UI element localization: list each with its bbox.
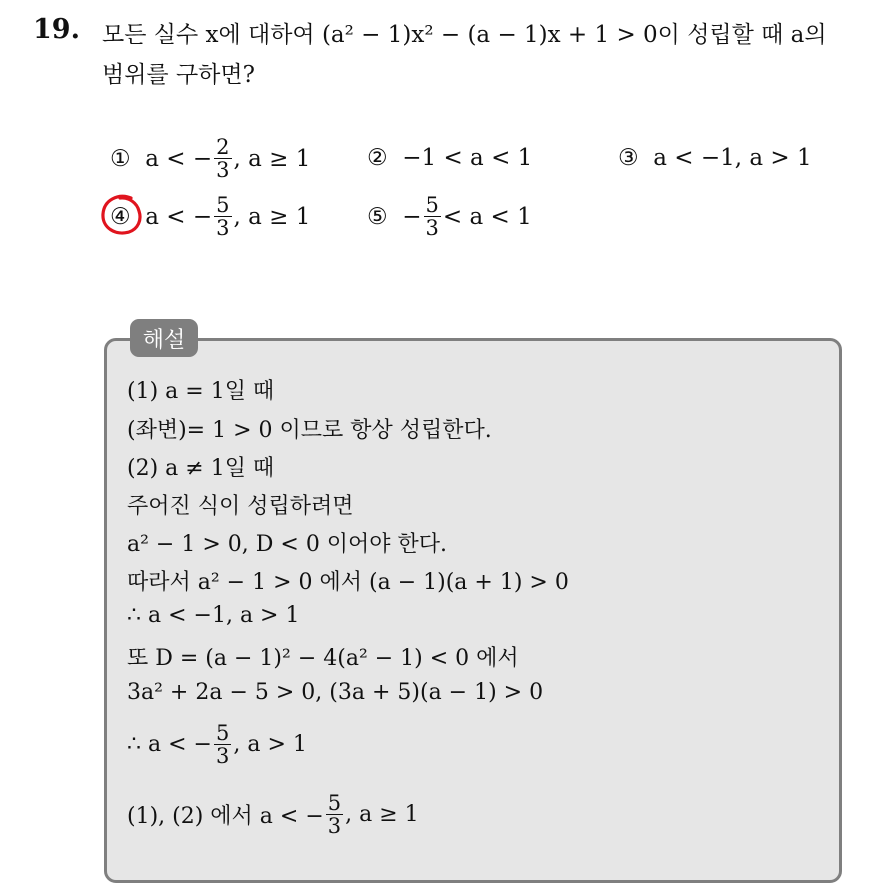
solution-line: 3a² + 2a − 5 > 0, (3a + 5)(a − 1) > 0 bbox=[127, 680, 544, 705]
option-1-marker: ① bbox=[110, 145, 131, 172]
question-text-line2: 범위를 구하면? bbox=[102, 62, 255, 88]
solution-label: 해설 bbox=[130, 319, 198, 357]
option-2-text: −1 < a < 1 bbox=[402, 145, 533, 171]
option-1-fraction: $\frac{2}{3}$ bbox=[216, 135, 230, 183]
option-5-marker: ⑤ bbox=[367, 203, 388, 230]
solution-line: ∴ a < −1, a > 1 bbox=[127, 603, 300, 628]
solution-line: (1) a = 1일 때 bbox=[127, 379, 275, 404]
option-4-tail: , a ≥ 1 bbox=[233, 203, 311, 230]
option-5-fraction: $\frac{5}{3}$ bbox=[425, 193, 439, 241]
solution-final-1-fraction: $\frac{5}{3}$ bbox=[215, 721, 230, 769]
option-1[interactable] bbox=[110, 136, 310, 181]
option-3-text: a < −1, a > 1 bbox=[653, 145, 812, 171]
option-4-fraction: $\frac{5}{3}$ bbox=[216, 193, 230, 241]
option-4-marker: ④ bbox=[110, 203, 131, 230]
option-5-text: − bbox=[402, 203, 422, 230]
solution-final-2-fraction: $\frac{5}{3}$ bbox=[327, 791, 342, 839]
option-2-marker: ② bbox=[367, 145, 388, 171]
solution-line: (2) a ≠ 1일 때 bbox=[127, 456, 275, 481]
answer-circle-mark bbox=[98, 192, 148, 238]
solution-final-2: (1), (2) 에서 a < − $\frac{5}{3}$ , a ≥ 1 bbox=[127, 791, 419, 839]
question-text-line1: 모든 실수 x에 대하여 (a² − 1)x² − (a − 1)x + 1 > 0이 성립할 때 a의 bbox=[102, 22, 827, 48]
solution-line: 주어진 식이 성립하려면 bbox=[127, 494, 354, 519]
option-1-tail: , a ≥ 1 bbox=[233, 145, 311, 172]
option-5[interactable] bbox=[367, 194, 532, 239]
solution-line: 또 D = (a − 1)² − 4(a² − 1) < 0 에서 bbox=[127, 646, 519, 671]
option-2[interactable] bbox=[367, 145, 532, 171]
option-1-text: a < − bbox=[145, 145, 213, 172]
solution-final-1: ∴ a < − $\frac{5}{3}$ , a > 1 bbox=[127, 721, 307, 769]
option-4-text: a < − bbox=[145, 203, 213, 230]
option-3[interactable] bbox=[618, 145, 812, 171]
option-3-marker: ③ bbox=[618, 145, 639, 171]
solution-line: (좌변)= 1 > 0 이므로 항상 성립한다. bbox=[127, 418, 492, 443]
solution-line: a² − 1 > 0, D < 0 이어야 한다. bbox=[127, 532, 448, 557]
solution-line: 따라서 a² − 1 > 0 에서 (a − 1)(a + 1) > 0 bbox=[127, 570, 569, 595]
question-number: 19. bbox=[33, 14, 80, 45]
option-5-tail: < a < 1 bbox=[442, 203, 532, 230]
